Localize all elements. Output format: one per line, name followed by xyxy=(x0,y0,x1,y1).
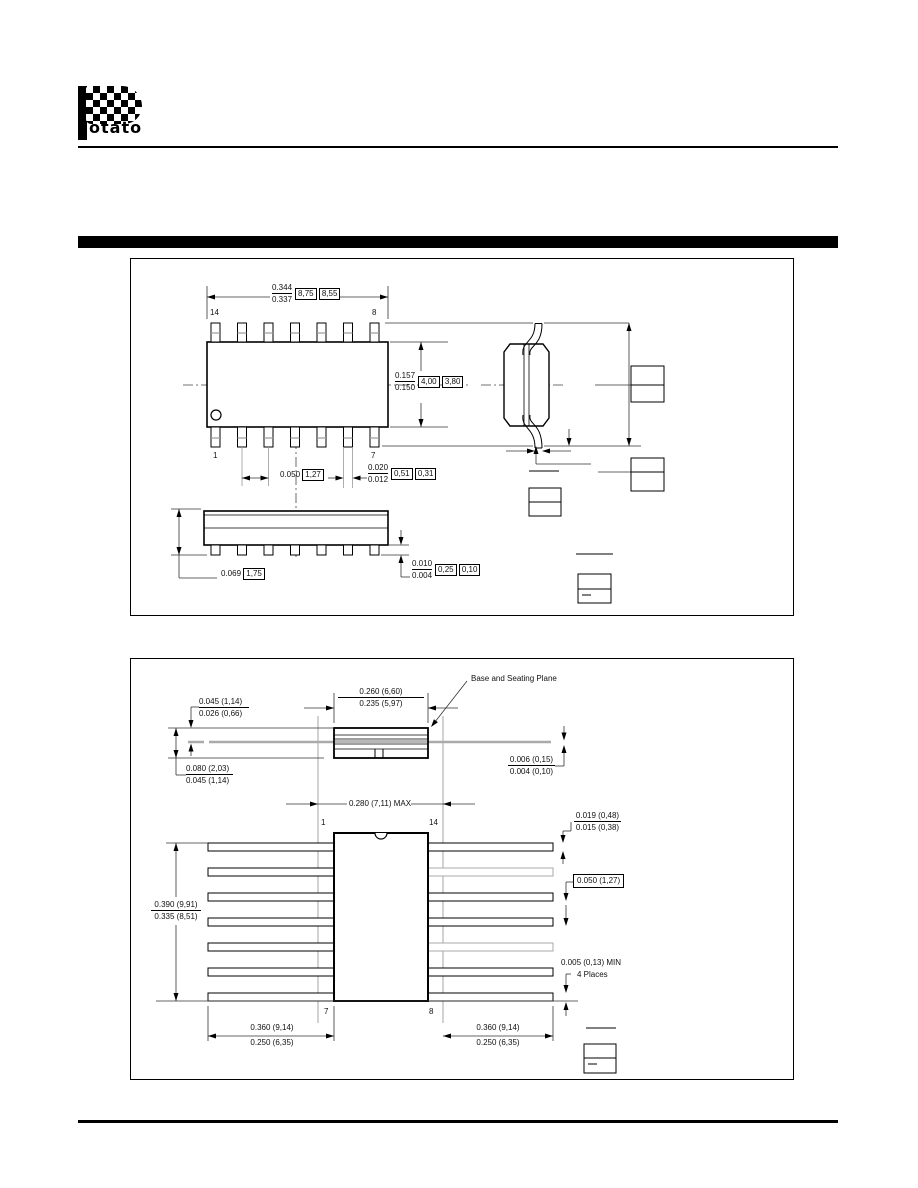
dim-span-max: 0.390 (9,91) xyxy=(154,900,198,909)
dim-width-min-in: 0.337 xyxy=(272,295,293,304)
dim-pitch xyxy=(280,469,324,481)
dim-lead-max-in: 0.020 xyxy=(368,463,389,472)
dim-lead-max-mm: 0,51 xyxy=(391,468,413,480)
dim-body-height-max: 0.080 (2,03) xyxy=(186,764,230,773)
dim-height xyxy=(221,568,265,580)
dim-body-width-max: 0.260 (6,60) xyxy=(359,687,403,696)
dim-min-standoff: 0.005 (0,13) MIN xyxy=(561,958,622,967)
dim-lead-thick-max: 0.006 (0,15) xyxy=(509,755,554,764)
dim-height-in: 0.069 xyxy=(221,569,242,578)
pin-label-14: 14 xyxy=(429,818,438,827)
dim-body-max-mm: 4,00 xyxy=(418,376,440,388)
dim-lead-thick xyxy=(508,755,555,776)
dim-lead-len-left-min: 0.250 (6,35) xyxy=(250,1038,294,1047)
pin-label-14: 14 xyxy=(210,308,219,317)
dim-standoff-min-in: 0.004 xyxy=(412,571,433,580)
dim-lead-offset-max: 0.045 (1,14) xyxy=(199,697,243,706)
dim-lead-width-min: 0.015 (0,38) xyxy=(575,823,620,832)
dim-lead-len-right-min: 0.250 (6,35) xyxy=(476,1038,520,1047)
flatpack-linework xyxy=(131,659,793,1079)
dim-lead-lines xyxy=(328,447,367,488)
dim-standoff-max-in: 0.010 xyxy=(412,559,433,568)
soic-top-view xyxy=(207,323,388,447)
dim-body-width-min: 0.235 (5,97) xyxy=(359,699,403,708)
dim-lead-width-max: 0.019 (0,48) xyxy=(575,811,620,820)
dim-width-max-mm: 8,75 xyxy=(295,288,317,300)
pin-label-7: 7 xyxy=(324,1007,329,1016)
pin-label-1: 1 xyxy=(321,818,326,827)
dim-body-height xyxy=(186,764,233,785)
dim-span-min: 0.335 (8,51) xyxy=(154,912,198,921)
dim-body-width xyxy=(338,687,424,708)
soic-side-view xyxy=(204,511,388,555)
dim-lead-offset-min: 0.026 (0,66) xyxy=(199,709,243,718)
dim-lead-thick-min: 0.004 (0,10) xyxy=(509,767,554,776)
dim-pitch-mm: 1,27 xyxy=(302,469,324,481)
dim-standoff-min-mm: 0,10 xyxy=(459,564,481,576)
dim-lead-len-left-max: 0.360 (9,14) xyxy=(250,1023,294,1032)
soic-package-drawing xyxy=(130,258,794,616)
dim-width-min-mm: 8,55 xyxy=(319,288,341,300)
dim-lead xyxy=(368,463,436,484)
seating-plane-leader xyxy=(431,681,467,727)
dim-min-standoff-places: 4 Places xyxy=(577,970,608,979)
header-rule xyxy=(78,146,838,148)
dim-lead-offset xyxy=(199,697,249,718)
dim-width xyxy=(272,283,340,304)
dim-width-max-in: 0.344 xyxy=(272,283,293,292)
brand-logo-text: otato xyxy=(89,118,143,137)
pin-label-1: 1 xyxy=(213,451,218,460)
dim-body-min-mm: 3,80 xyxy=(442,376,464,388)
dim-standoff xyxy=(412,559,480,580)
flatpack-top-view xyxy=(208,833,553,1001)
empty-callout xyxy=(584,1028,616,1073)
dim-height-mm: 1,75 xyxy=(243,568,265,580)
pin-label-8: 8 xyxy=(429,1007,434,1016)
section-title-bar xyxy=(78,236,838,248)
dim-pitch-in: 0.050 xyxy=(280,470,301,479)
dim-standoff-max-mm: 0,25 xyxy=(435,564,457,576)
pin-label-7: 7 xyxy=(371,451,376,460)
flatpack-package-drawing xyxy=(130,658,794,1080)
pin-label-8: 8 xyxy=(372,308,377,317)
dim-body xyxy=(395,371,463,392)
dim-max-width: 0.280 (7,11) MAX xyxy=(348,799,412,808)
dim-pitch-leader xyxy=(566,882,573,919)
dim-lead-min-mm: 0,31 xyxy=(415,468,437,480)
dim-body-min-in: 0.150 xyxy=(395,383,416,392)
flatpack-side-view xyxy=(188,728,551,758)
dim-lead-thick-lines xyxy=(555,726,564,766)
dim-body-height-min: 0.045 (1,14) xyxy=(186,776,230,785)
dim-pitch-lines xyxy=(242,447,269,486)
dim-body-max-in: 0.157 xyxy=(395,371,416,380)
dim-lead-min-in: 0.012 xyxy=(368,475,389,484)
dim-lead-len-right-max: 0.360 (9,14) xyxy=(476,1023,520,1032)
footer-rule xyxy=(78,1120,838,1123)
dim-lead-width xyxy=(574,811,621,832)
dim-pitch: 0.050 (1,27) xyxy=(573,874,624,888)
seating-plane-label: Base and Seating Plane xyxy=(471,674,557,683)
dim-span xyxy=(151,900,201,921)
